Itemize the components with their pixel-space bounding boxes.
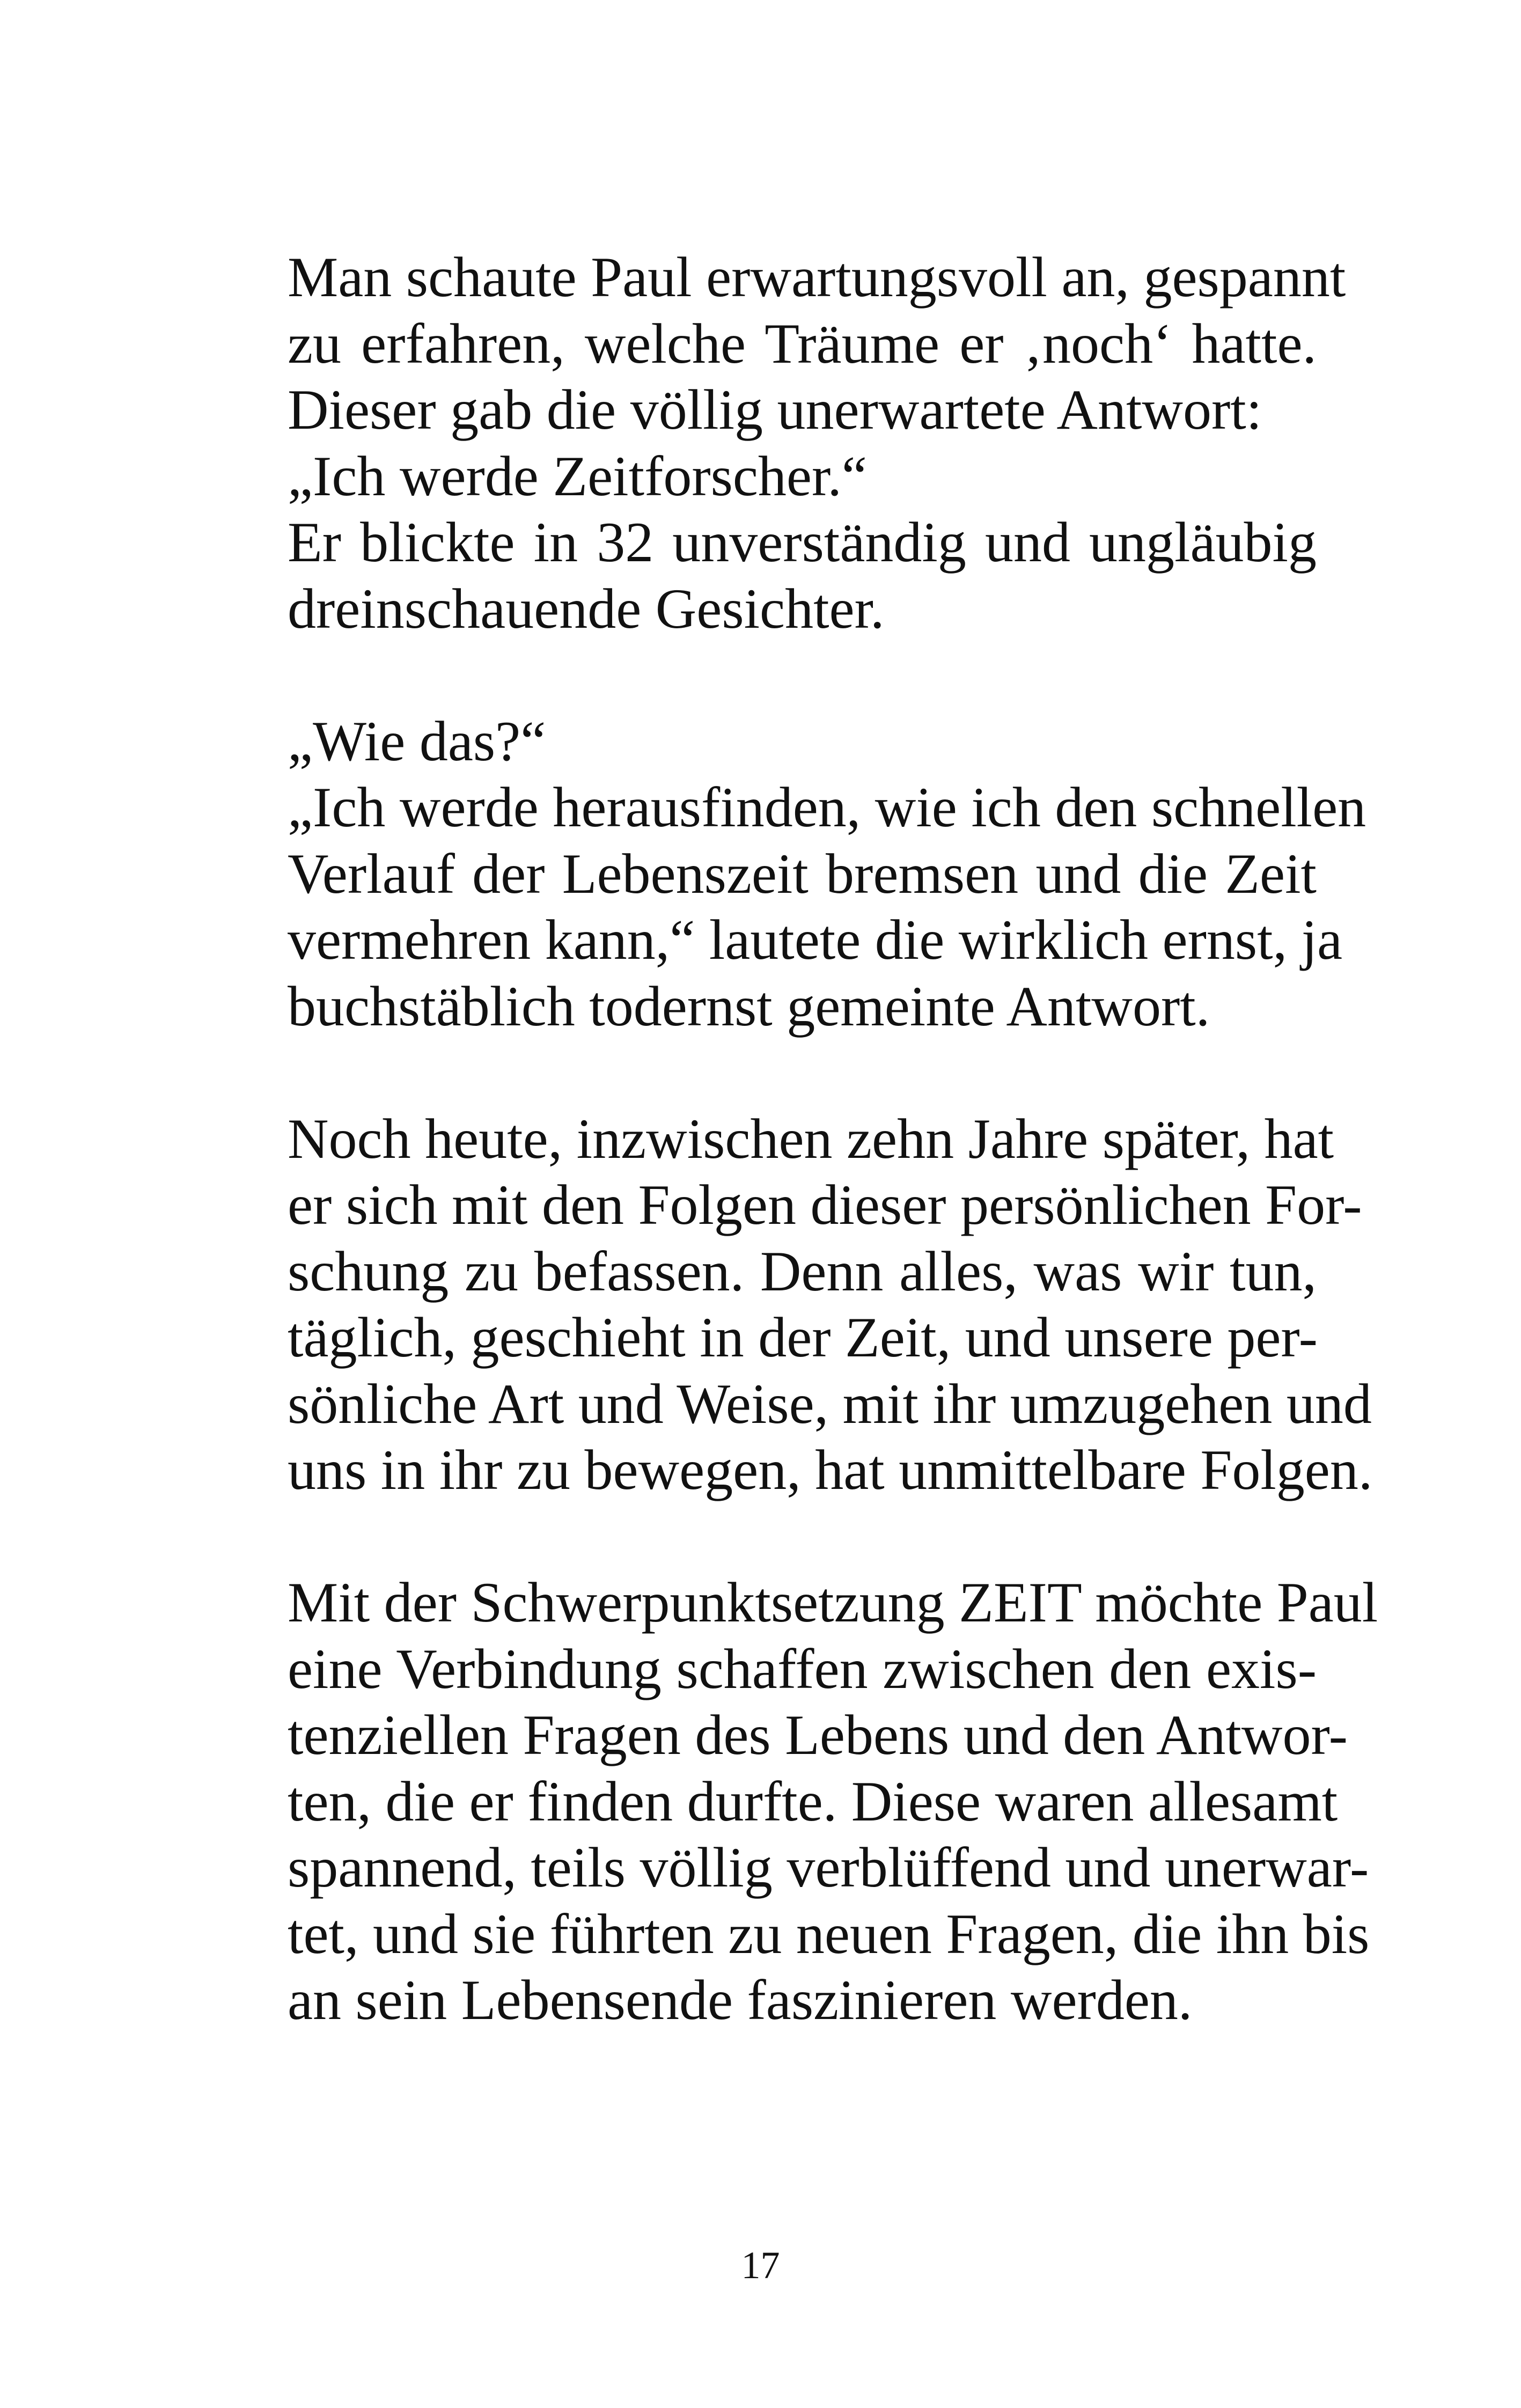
paragraph xyxy=(288,1106,1373,1503)
text-line: dreinschauende Gesichter. xyxy=(288,577,885,640)
body-text xyxy=(288,244,1378,2033)
text-line: „Wie das?“ xyxy=(288,709,546,773)
text-line: vermehren kann,“ lautete die wirklich ernst, ja xyxy=(288,908,1343,971)
text-line: „Ich werde herausfinden, wie ich den schnellen xyxy=(288,776,1366,839)
text-line: zu erfahren, welche Träume er ‚noch‘ hatte. xyxy=(288,312,1317,375)
text-line: tenziellen Fragen des Lebens und den Antwor- xyxy=(288,1704,1348,1766)
text-line: eine Verbindung schaffen zwischen den exis- xyxy=(288,1637,1317,1700)
paragraph xyxy=(288,244,1346,642)
text-line: spannend, teils völlig verblüffend und unerwar- xyxy=(288,1836,1369,1899)
text-line: Verlauf der Lebenszeit bremsen und die Zeit xyxy=(288,842,1317,905)
text-line: an sein Lebensende faszinieren werden. xyxy=(288,1969,1193,2031)
text-line: Noch heute, inzwischen zehn Jahre später, hat xyxy=(288,1107,1334,1170)
paragraph xyxy=(288,1569,1378,2033)
text-line: schung zu befassen. Denn alles, was wir tun, xyxy=(288,1239,1317,1303)
text-line: Er blickte in 32 unverständig und ungläubig xyxy=(288,511,1317,574)
text-line: „Ich werde Zeitforscher.“ xyxy=(288,444,867,508)
text-line: buchstäblich todernst gemeinte Antwort. xyxy=(288,974,1210,1038)
text-line: ten, die er finden durfte. Diese waren allesamt xyxy=(288,1770,1338,1833)
text-line: tet, und sie führten zu neuen Fragen, die ihn bis xyxy=(288,1902,1370,1965)
paragraph-gap xyxy=(288,1503,1317,1570)
text-line: sönliche Art und Weise, mit ihr umzugehen und xyxy=(288,1372,1372,1435)
paragraph xyxy=(288,708,1366,1040)
paragraph-gap xyxy=(288,642,1317,708)
text-line: Dieser gab die völlig unerwartete Antwort: xyxy=(288,378,1262,441)
text-line: Man schaute Paul erwartungsvoll an, gespannt xyxy=(288,246,1346,309)
text-line: täglich, geschieht in der Zeit, und unsere per- xyxy=(288,1306,1318,1369)
text-line: er sich mit den Folgen dieser persönlichen For- xyxy=(288,1173,1362,1236)
text-line: Mit der Schwerpunktsetzung ZEIT möchte Paul xyxy=(288,1571,1378,1634)
text-line: uns in ihr zu bewegen, hat unmittelbare Folgen. xyxy=(288,1438,1373,1501)
page-number: 17 xyxy=(741,2244,780,2287)
paragraph-gap xyxy=(288,1039,1317,1106)
